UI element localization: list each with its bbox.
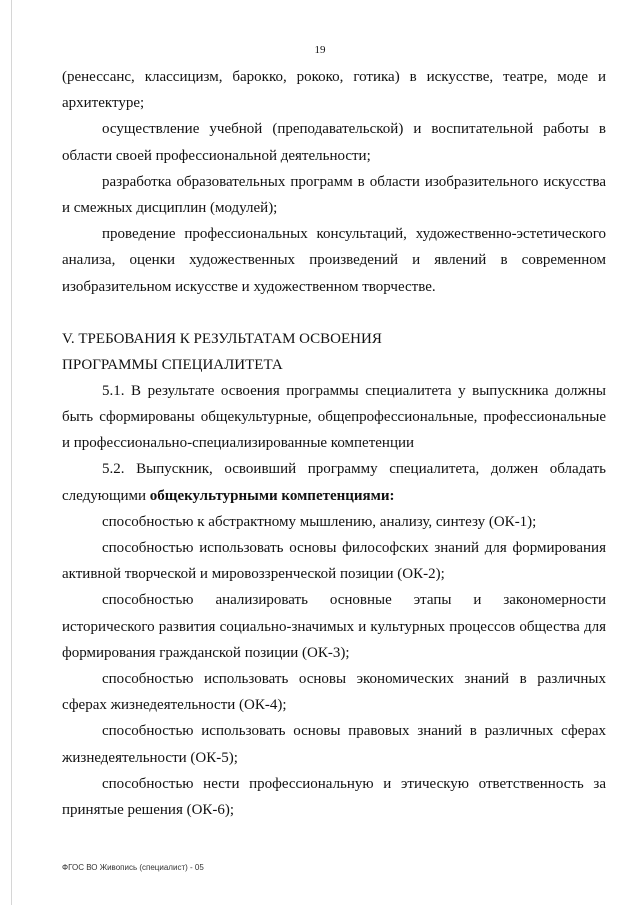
competency-item: способностью использовать основы экономических знаний в различных сферах жизнедеятельности (ОК-4); xyxy=(62,671,606,714)
competency-item: способностью нести профессиональную и этическую ответственность за принятые решения (ОК-6); xyxy=(62,775,606,819)
paragraph-5-2 xyxy=(62,456,606,508)
competency-item: способностью к абстрактному мышлению, анализу, синтезу (ОК-1); xyxy=(102,513,537,530)
paragraph-continuation: (ренессанс, классицизм, барокко, рококо, готика) в искусстве, театре, моде и архитектуре; xyxy=(62,69,606,112)
paragraph-5-1: 5.1. В результате освоения программы специалитета у выпускника должны быть сформированы общекультурные, общепрофессиональные, профессиональные и профессионально-специализированные компетенции xyxy=(62,382,606,452)
section-heading-line-1: V. ТРЕБОВАНИЯ К РЕЗУЛЬТАТАМ ОСВОЕНИЯ xyxy=(62,330,382,347)
competency-item: способностью использовать основы правовых знаний в различных сферах жизнедеятельности (ОК-5); xyxy=(62,723,606,766)
paragraph: осуществление учебной (преподавательской) и воспитательной работы в области своей профессиональной деятельности; xyxy=(62,121,606,164)
scan-edge-line xyxy=(11,0,12,905)
page-footer: ФГОС ВО Живопись (специалист) - 05 xyxy=(62,863,204,872)
competency-item: способностью анализировать основные этапы и закономерности исторического развития социально-значимых и культурных процессов общества для формирования гражданской позиции (ОК-3); xyxy=(62,592,606,661)
page-number: 19 xyxy=(314,44,326,56)
paragraph-5-2-bold: общекультурными компетенциями: xyxy=(149,487,395,504)
paragraph: проведение профессиональных консультаций, художественно-эстетического анализа, оценки художественных произведений и явлений в современном изобразительном искусстве и художественном творчестве. xyxy=(62,226,606,295)
section-heading-line-2: ПРОГРАММЫ СПЕЦИАЛИТЕТА xyxy=(62,356,283,373)
page-body xyxy=(62,64,606,823)
paragraph-5-2-lead: 5.2. Выпускник, освоивший программу специалитета, должен обладать следующими xyxy=(62,461,606,504)
paragraph: разработка образовательных программ в области изобразительного искусства и смежных дисциплин (модулей); xyxy=(62,173,606,217)
competency-item: способностью использовать основы философских знаний для формирования активной творческой и мировоззренческой позиции (ОК-2); xyxy=(62,540,606,583)
section-heading xyxy=(62,326,606,378)
